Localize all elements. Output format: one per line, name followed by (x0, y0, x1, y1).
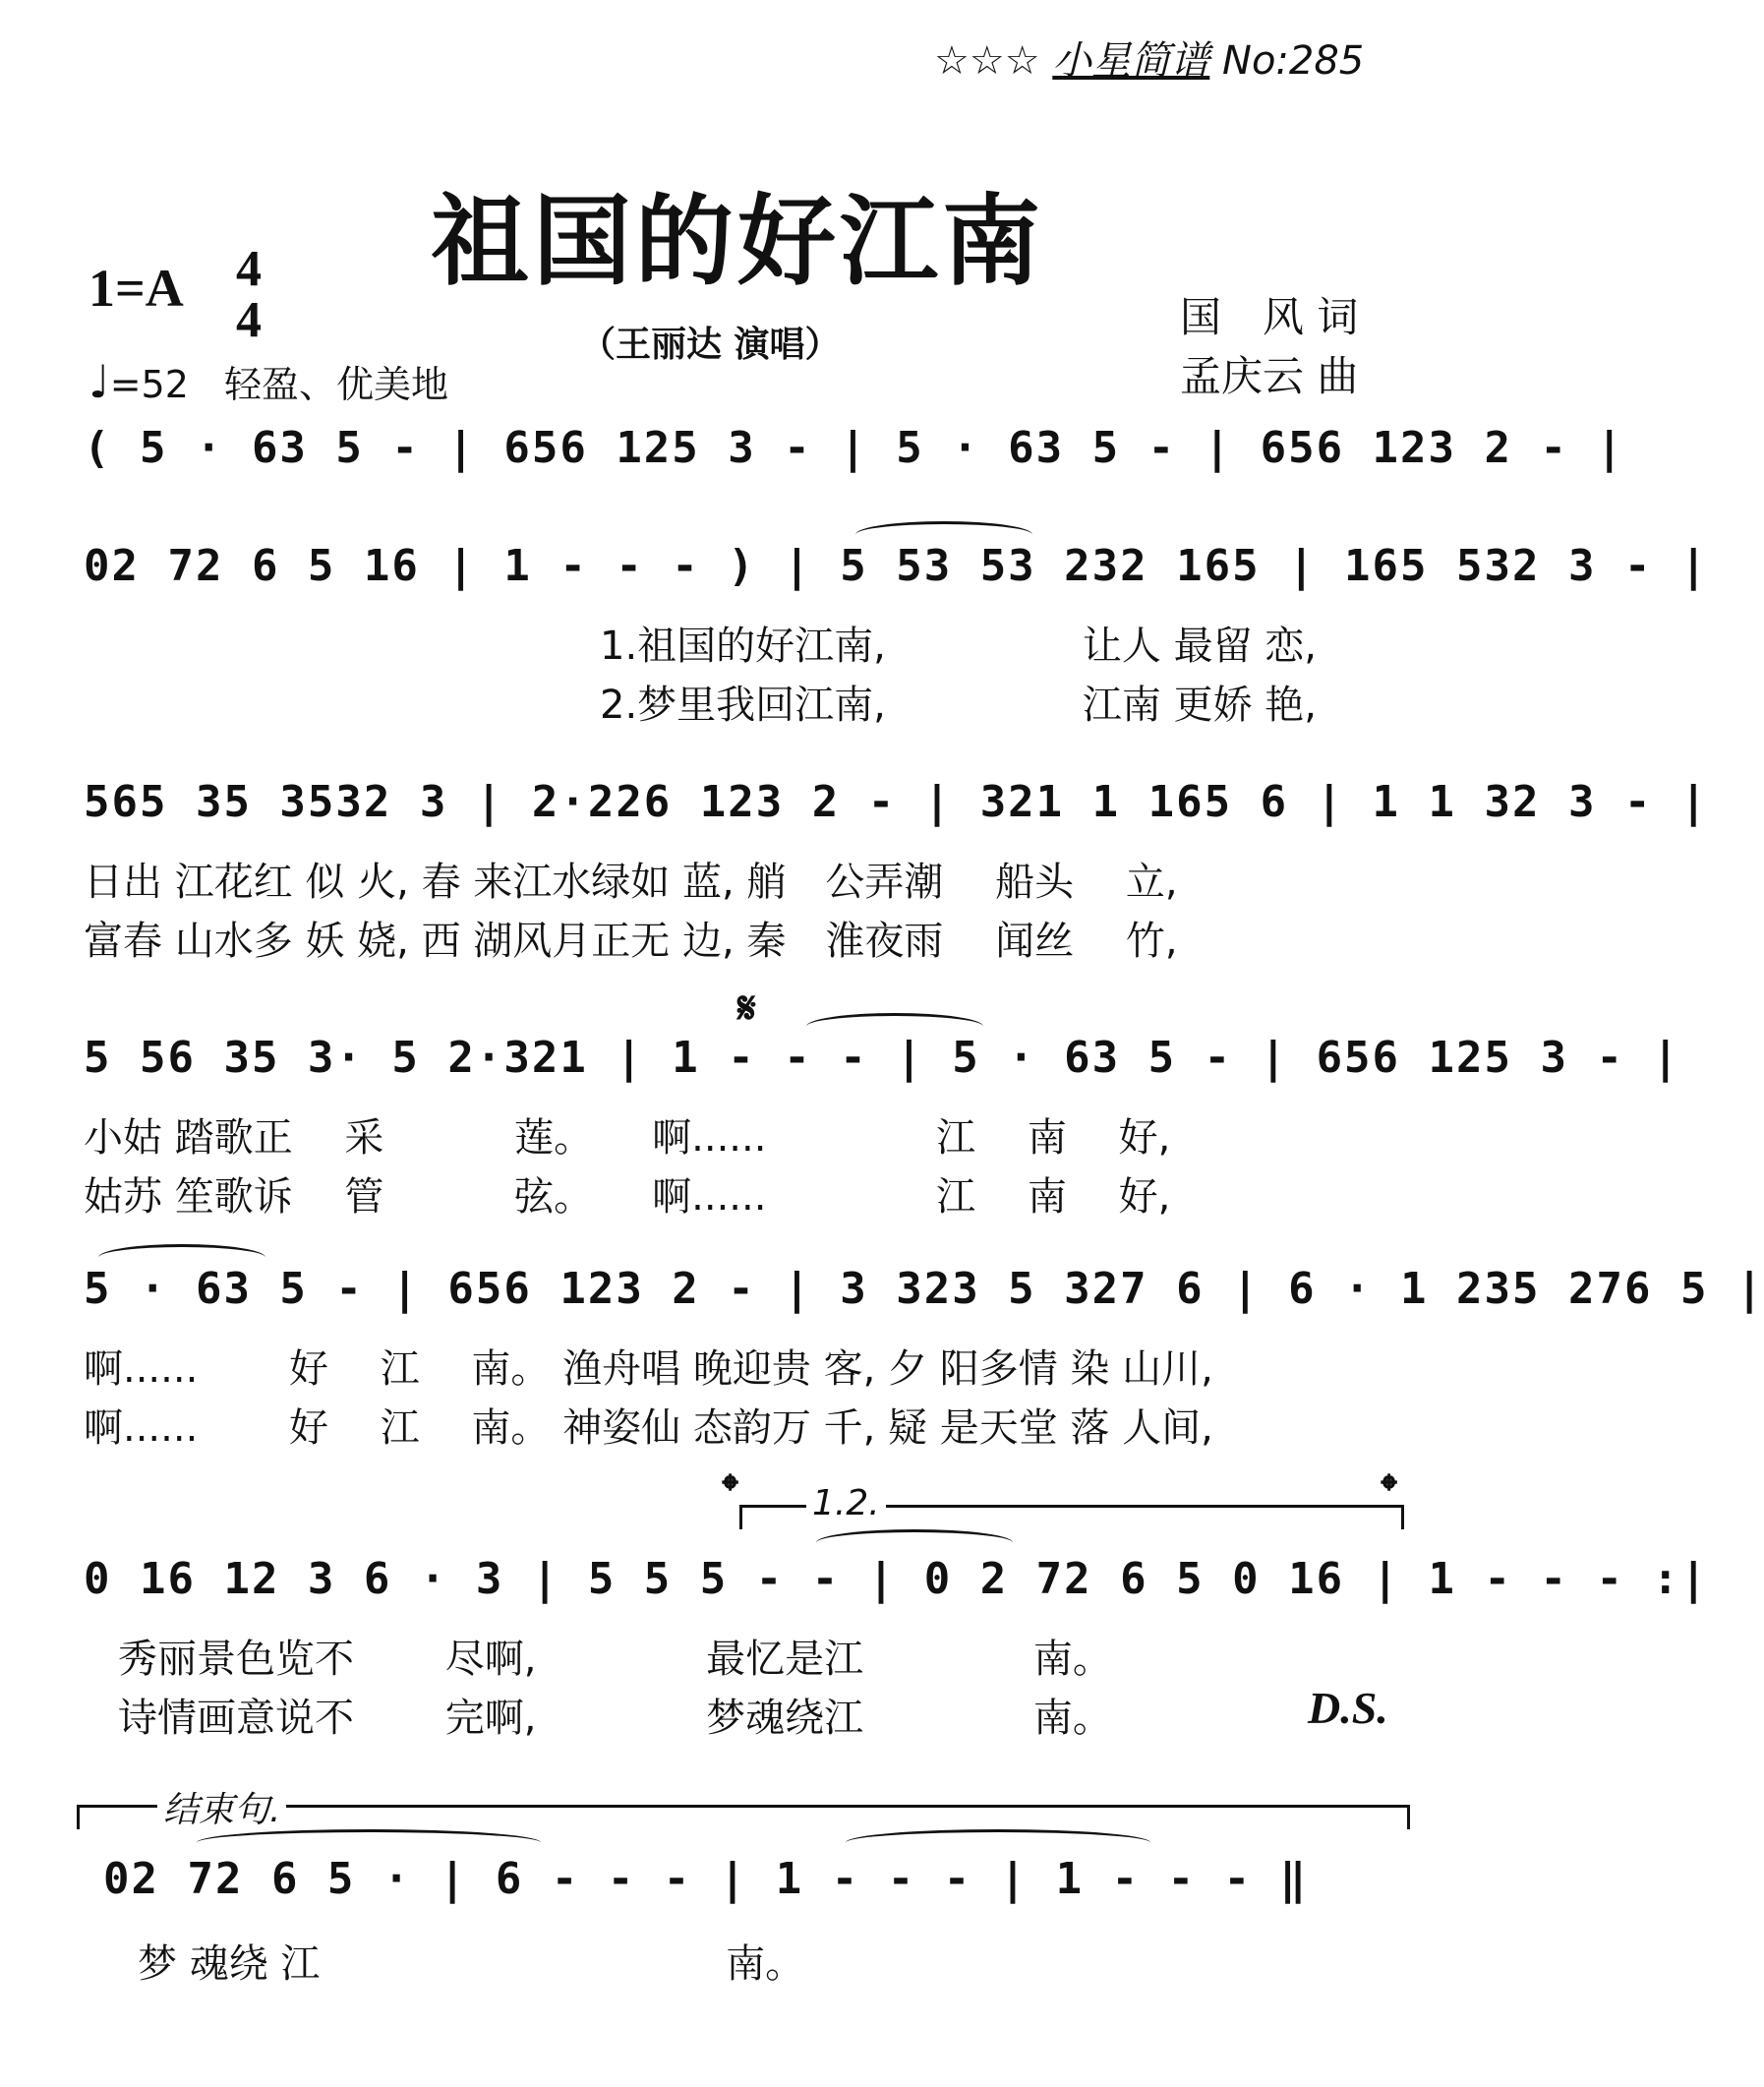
lyric-verse-2: 诗情画意说不 完啊, 梦魂绕江 南。 (118, 1696, 1112, 1741)
meter-top: 4 (236, 241, 262, 297)
tempo-marking (88, 354, 448, 408)
meter-bottom: 4 (236, 292, 262, 348)
lyric-verse-1: 1.祖国的好江南, 让人 最留 恋, (600, 624, 1318, 669)
quarter-note-icon: ♩ (88, 355, 110, 408)
notation-line-4: 5 56 35 3· 5 2·321 | 1 - - - | 5 · 63 5 - | 656 125 3 - | (84, 1033, 1680, 1083)
ending-label: 结束句. (157, 1782, 286, 1832)
singer-credit: （王丽达 演唱） (580, 325, 841, 365)
lyric-verse-1: 啊...... 好 江 南。 渔舟唱 晚迎贵 客, 夕 阳多情 染 山川, (84, 1346, 1213, 1392)
slur-mark (197, 1829, 541, 1856)
lyric-ending: 梦 魂绕 江 南。 (138, 1941, 805, 1987)
song-title: 祖国的好江南 (431, 183, 1044, 299)
lyricist-credit: 国 风 词 (1180, 293, 1359, 341)
tempo-value: =52 (109, 363, 189, 406)
notation-line-3: 565 35 3532 3 | 2·226 123 2 - | 321 1 165 6 | 1 1 32 3 - | (84, 777, 1709, 827)
notation-line-2: 02 72 6 5 16 | 1 - - - ) | 5 53 53 232 165 | 165 532 3 - | (84, 541, 1709, 591)
brand-header (934, 30, 1364, 86)
volta-label: 1.2. (806, 1483, 886, 1523)
notation-line-1: ( 5 · 63 5 - | 656 125 3 - | 5 · 63 5 - | 656 123 2 - | (84, 423, 1624, 473)
stars-icon: ☆☆☆ (934, 38, 1040, 84)
expression-text: 轻盈、优美地 (224, 363, 449, 406)
key-signature: 1=A (88, 259, 184, 318)
lyric-verse-1: 日出 江花红 似 火, 春 来江水绿如 蓝, 艄 公弄潮 船头 立, (84, 860, 1178, 905)
lyric-verse-2: 2.梦里我回江南, 江南 更娇 艳, (600, 683, 1318, 728)
coda-icon: 𝄌 (723, 1465, 738, 1516)
brand-name: 小星简谱 (1052, 38, 1210, 84)
segno-icon: 𝄋 (737, 984, 756, 1034)
notation-line-5: 5 · 63 5 - | 656 123 2 - | 3 323 5 327 6 | 6 · 1 235 276 5 | (84, 1264, 1764, 1314)
notation-line-7: 02 72 6 5 · | 6 - - - | 1 - - - | 1 - - - ‖ (103, 1854, 1309, 1904)
score-number: No:285 (1222, 38, 1365, 84)
composer-credit: 孟庆云 曲 (1180, 352, 1359, 400)
lyric-verse-2: 富春 山水多 妖 娆, 西 湖风月正无 边, 秦 淮夜雨 闻丝 竹, (84, 919, 1178, 964)
lyric-verse-1: 秀丽景色览不 尽啊, 最忆是江 南。 (118, 1637, 1112, 1682)
lyric-verse-2: 啊...... 好 江 南。 神姿仙 态韵万 千, 疑 是天堂 落 人间, (84, 1405, 1213, 1451)
notation-line-6: 0 16 12 3 6 · 3 | 5 5 5 - - | 0 2 72 6 5 0 16 | 1 - - - :| (84, 1554, 1709, 1604)
slur-mark (816, 1529, 1013, 1556)
dal-segno-mark: D.S. (1308, 1683, 1388, 1733)
slur-mark (846, 1829, 1150, 1856)
time-signature (236, 241, 262, 348)
coda-icon: 𝄌 (1382, 1465, 1397, 1516)
lyric-verse-1: 小姑 踏歌正 采 莲。 啊...... 江 南 好, (84, 1115, 1171, 1161)
lyric-verse-2: 姑苏 笙歌诉 管 弦。 啊...... 江 南 好, (84, 1174, 1171, 1220)
